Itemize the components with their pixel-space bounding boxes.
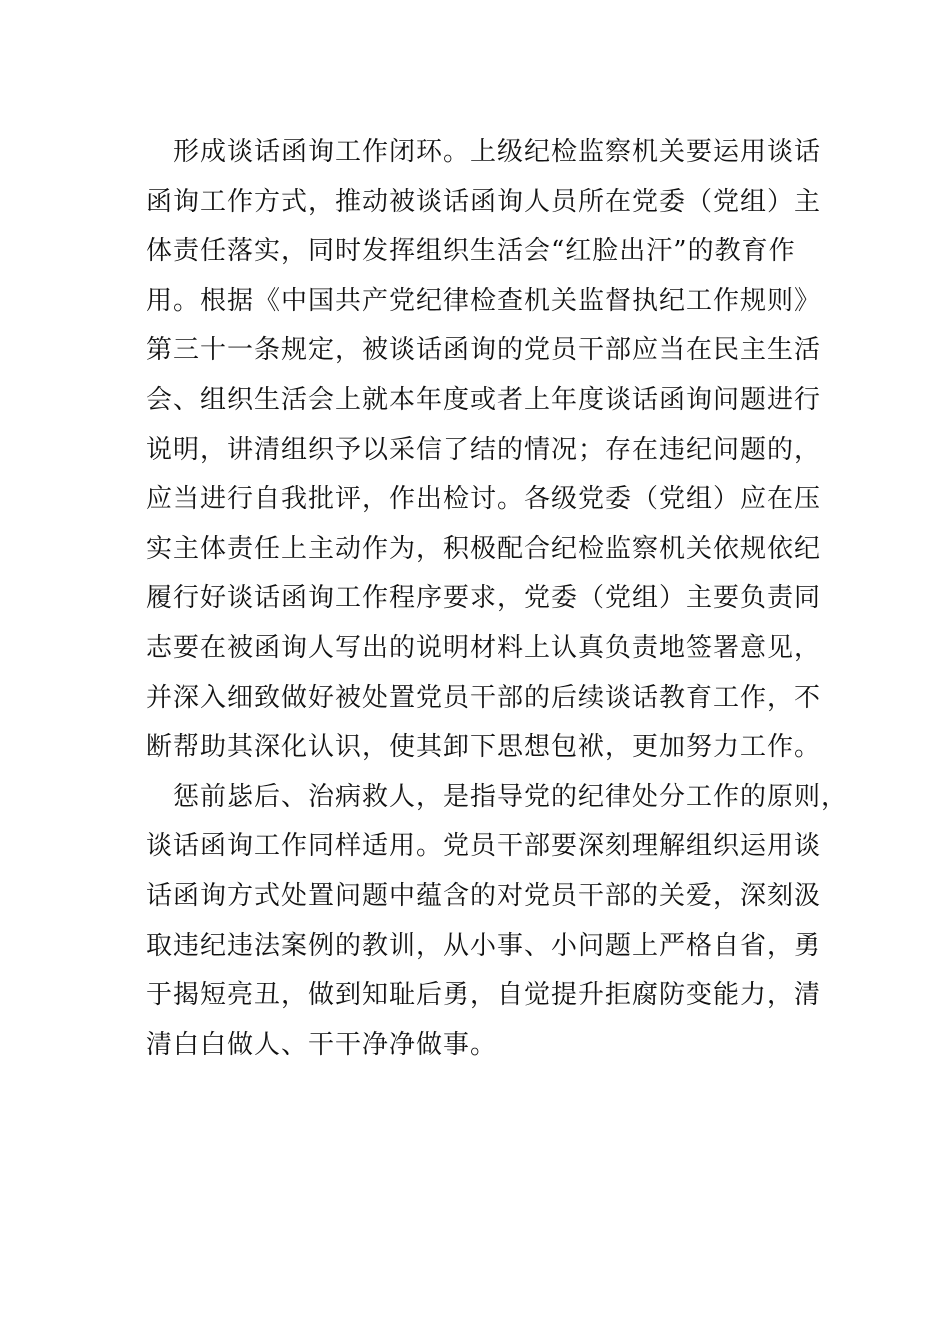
paragraph-2 — [146, 773, 849, 1071]
text-line: 实主体责任上主动作为，积极配合纪检监察机关依规依纪 — [146, 533, 822, 564]
body-text — [146, 128, 849, 1070]
text-line: 话函询方式处置问题中蕴含的对党员干部的关爱，深刻汲 — [146, 880, 822, 911]
text-line: 清白白做人、干干净净做事。 — [146, 1029, 498, 1060]
text-line: 说明，讲清组织予以采信了结的情况；存在违纪问题的， — [146, 434, 822, 465]
text-line: 体责任落实，同时发挥组织生活会“红脸出汗”的教育作 — [146, 236, 796, 267]
text-line: 惩前毖后、治病救人，是指导党的纪律处分工作的原则， — [146, 781, 849, 812]
text-line: 于揭短亮丑，做到知耻后勇，自觉提升拒腐防变能力，清 — [146, 980, 822, 1011]
text-line: 会、组织生活会上就本年度或者上年度谈话函询问题进行 — [146, 384, 822, 415]
text-line: 函询工作方式，推动被谈话函询人员所在党委（党组）主 — [146, 186, 822, 217]
text-line: 应当进行自我批评，作出检讨。各级党委（党组）应在压 — [146, 484, 822, 515]
text-line: 谈话函询工作同样适用。党员干部要深刻理解组织运用谈 — [146, 831, 822, 862]
text-line: 志要在被函询人写出的说明材料上认真负责地签署意见， — [146, 632, 822, 663]
text-line: 断帮助其深化认识，使其卸下思想包袱，更加努力工作。 — [146, 732, 822, 763]
paragraph-1 — [146, 128, 822, 773]
text-line: 并深入细致做好被处置党员干部的后续谈话教育工作，不 — [146, 682, 822, 713]
text-line: 形成谈话函询工作闭环。上级纪检监察机关要运用谈话 — [146, 137, 822, 167]
text-line: 第三十一条规定，被谈话函询的党员干部应当在民主生活 — [146, 335, 822, 366]
text-line: 履行好谈话函询工作程序要求，党委（党组）主要负责同 — [146, 583, 822, 614]
text-line: 取违纪违法案例的教训，从小事、小问题上严格自省，勇 — [146, 930, 822, 961]
text-line: 用。根据《中国共产党纪律检查机关监督执纪工作规则》 — [146, 285, 822, 316]
